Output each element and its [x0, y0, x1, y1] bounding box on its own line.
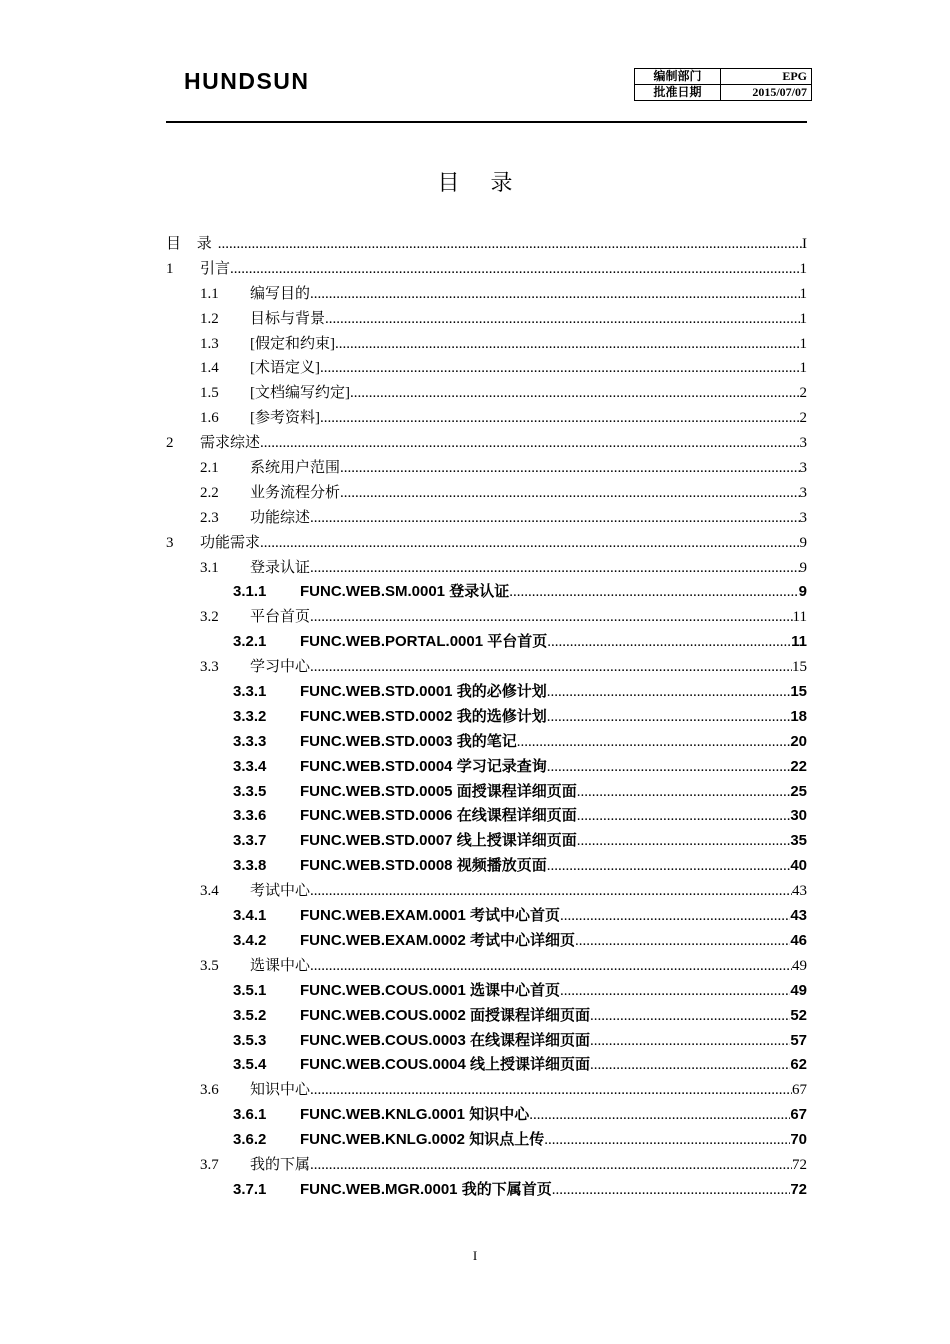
toc-entry-label: FUNC.WEB.MGR.0001 我的下属首页	[300, 1180, 552, 1198]
toc-entry-label: FUNC.WEB.PORTAL.0001 平台首页	[300, 633, 548, 651]
toc-entry[interactable]	[166, 680, 807, 705]
toc-entry-label: 登录认证	[250, 559, 311, 576]
toc-entry-page: 43	[792, 883, 807, 900]
toc-leader-dots	[218, 232, 802, 257]
toc-entry[interactable]	[166, 506, 807, 531]
toc-entry[interactable]	[166, 1078, 807, 1103]
toc-entry[interactable]	[166, 730, 807, 755]
toc-entry[interactable]	[166, 381, 807, 406]
toc-entry[interactable]	[166, 282, 807, 307]
toc-entry-page: 40	[790, 857, 807, 875]
toc-leader-dots	[590, 1004, 790, 1029]
toc-entry[interactable]	[166, 580, 807, 605]
page-title: 目 录	[437, 171, 525, 196]
toc-entry[interactable]	[166, 1053, 807, 1078]
toc-entry-page: 35	[790, 832, 807, 850]
toc-entry-page: 25	[790, 782, 807, 800]
toc-leader-dots	[320, 406, 800, 431]
toc-entry-label: 知识中心	[250, 1082, 311, 1099]
toc-entry-number: 3.3.3	[233, 732, 267, 750]
toc-leader-dots	[320, 356, 800, 381]
toc-entry-number: 3.3.1	[233, 683, 267, 701]
toc-entry-number: 3.1.1	[233, 583, 267, 601]
toc-entry-label: FUNC.WEB.COUS.0002 面授课程详细页面	[300, 1006, 591, 1024]
toc-entry-page: 46	[790, 931, 807, 949]
toc-entry-label: FUNC.WEB.SM.0001 登录认证	[300, 583, 510, 601]
toc-entry-number: 1.5	[200, 385, 219, 402]
toc-entry-page: 11	[791, 633, 807, 651]
toc-leader-dots	[335, 332, 800, 357]
toc-entry-number: 3.5.3	[233, 1031, 267, 1049]
toc-entry-page: 3	[799, 509, 807, 526]
toc-entry[interactable]	[166, 257, 807, 282]
toc-entry[interactable]	[166, 755, 807, 780]
toc-entry-label: FUNC.WEB.STD.0008 视频播放页面	[300, 857, 547, 875]
toc-entry-number: 3.6	[200, 1082, 219, 1099]
toc-entry-label: FUNC.WEB.STD.0002 我的选修计划	[300, 707, 547, 725]
toc-entry-number: 1.3	[200, 335, 219, 352]
toc-leader-dots	[310, 954, 792, 979]
toc-entry-number: 3.4.1	[233, 907, 267, 925]
toc-entry-number: 2.3	[200, 509, 219, 526]
toc-entry[interactable]	[166, 954, 807, 979]
toc-entry-number: 3.6.2	[233, 1131, 267, 1149]
toc-entry[interactable]	[166, 829, 807, 854]
toc-leader-dots	[230, 257, 799, 282]
toc-leader-dots	[310, 556, 799, 581]
toc-entry-label: FUNC.WEB.KNLG.0002 知识点上传	[300, 1131, 545, 1149]
date-value: 2015/07/07	[721, 85, 812, 101]
document-meta-table	[634, 68, 812, 101]
toc-entry-number: 2.2	[200, 484, 219, 501]
toc-entry[interactable]	[166, 531, 807, 556]
toc-entry[interactable]	[166, 406, 807, 431]
toc-entry-number: 2.1	[200, 460, 219, 477]
toc-entry-label: [文档编写约定]	[250, 385, 350, 402]
toc-entry-label: 平台首页	[250, 609, 311, 626]
toc-entry[interactable]	[166, 332, 807, 357]
toc-entry[interactable]	[166, 481, 807, 506]
meta-row-date	[635, 85, 812, 101]
toc-leader-dots	[310, 655, 792, 680]
toc-leader-dots	[577, 829, 791, 854]
toc-entry-page: I	[802, 236, 807, 252]
toc-entry-label: 目 录	[166, 236, 218, 252]
toc-entry-label: [参考资料]	[250, 410, 320, 427]
toc-leader-dots	[547, 630, 791, 655]
toc-leader-dots	[509, 580, 798, 605]
toc-entry[interactable]	[166, 929, 807, 954]
toc-leader-dots	[517, 730, 791, 755]
toc-entry-page: 9	[799, 559, 807, 576]
toc-entry-page: 43	[790, 907, 807, 925]
toc-entry-label: 需求综述	[200, 435, 261, 452]
toc-entry-label: 学习中心	[250, 659, 311, 676]
toc-entry-page: 67	[790, 1106, 807, 1124]
toc-entry-label: 功能需求	[200, 534, 261, 551]
toc-entry-number: 2	[166, 435, 174, 452]
toc-entry-label: [假定和约束]	[250, 335, 335, 352]
toc-entry-number: 3.7	[200, 1156, 219, 1173]
toc-entry-number: 3.3.4	[233, 757, 267, 775]
toc-entry-number: 3.3.7	[233, 832, 267, 850]
toc-entry-page: 1	[799, 285, 807, 302]
toc-entry-number: 3	[166, 534, 174, 551]
toc-entry-number: 3.3	[200, 659, 219, 676]
toc-leader-dots	[560, 904, 790, 929]
toc-entry-page: 2	[799, 385, 807, 402]
toc-entry-page: 67	[792, 1082, 807, 1099]
toc-entry-page: 1	[799, 335, 807, 352]
toc-entry-number: 3.3.6	[233, 807, 267, 825]
toc-entry[interactable]	[166, 879, 807, 904]
toc-entry-page: 1	[799, 360, 807, 377]
toc-entry-number: 3.4.2	[233, 931, 267, 949]
toc-entry-page: 9	[799, 534, 807, 551]
toc-leader-dots	[547, 755, 791, 780]
toc-entry-label: FUNC.WEB.STD.0003 我的笔记	[300, 732, 517, 750]
toc-leader-dots	[547, 854, 791, 879]
toc-entry[interactable]	[166, 1004, 807, 1029]
toc-leader-dots	[560, 979, 790, 1004]
toc-entry-page: 30	[790, 807, 807, 825]
toc-entry-page: 20	[790, 732, 807, 750]
toc-entry-label: FUNC.WEB.COUS.0003 在线课程详细页面	[300, 1031, 591, 1049]
meta-row-dept	[635, 69, 812, 85]
toc-leader-dots	[350, 381, 800, 406]
toc-entry-page: 3	[799, 460, 807, 477]
toc-entry[interactable]	[166, 1128, 807, 1153]
toc-entry-label: FUNC.WEB.COUS.0001 选课中心首页	[300, 981, 561, 999]
toc-entry-number: 3.5.2	[233, 1006, 267, 1024]
toc-entry-page: 72	[790, 1180, 807, 1198]
toc-entry-number: 3.5.4	[233, 1056, 267, 1074]
toc-entry-page: 9	[798, 583, 807, 601]
toc-entry[interactable]	[166, 1029, 807, 1054]
toc-entry[interactable]	[166, 431, 807, 456]
toc-entry[interactable]	[166, 904, 807, 929]
toc-leader-dots	[590, 1029, 790, 1054]
toc-entry-label: FUNC.WEB.EXAM.0002 考试中心详细页	[300, 931, 576, 949]
toc-entry-label: 系统用户范围	[250, 460, 341, 477]
toc-entry-page: 72	[792, 1156, 807, 1173]
toc-entry-number: 1	[166, 260, 174, 277]
toc-entry-number: 3.5	[200, 957, 219, 974]
toc-entry-label: FUNC.WEB.STD.0006 在线课程详细页面	[300, 807, 577, 825]
toc-entry-label: 业务流程分析	[250, 484, 341, 501]
toc-entry-page: 3	[799, 484, 807, 501]
toc-entry-number: 3.1	[200, 559, 219, 576]
toc-entry[interactable]	[166, 854, 807, 879]
toc-entry[interactable]	[166, 456, 807, 481]
toc-entry-label: 选课中心	[250, 957, 311, 974]
toc-entry-page: 70	[790, 1131, 807, 1149]
toc-entry[interactable]	[166, 1103, 807, 1128]
toc-entry-label: 目标与背景	[250, 310, 326, 327]
toc-entry-number: 1.1	[200, 285, 219, 302]
toc-entry-label: [术语定义]	[250, 360, 320, 377]
toc-entry[interactable]	[166, 630, 807, 655]
toc-leader-dots	[340, 456, 799, 481]
toc-entry[interactable]	[166, 655, 807, 680]
toc-entry-page: 2	[799, 410, 807, 427]
toc-entry-number: 3.4	[200, 883, 219, 900]
toc-entry-page: 62	[790, 1056, 807, 1074]
toc-entry-page: 15	[792, 659, 807, 676]
toc-entry-label: 功能综述	[250, 509, 311, 526]
toc-leader-dots	[590, 1053, 790, 1078]
toc-entry-label: 引言	[200, 260, 231, 277]
toc-leader-dots	[310, 1153, 792, 1178]
toc-entry-page: 49	[790, 981, 807, 999]
toc-entry-page: 57	[790, 1031, 807, 1049]
toc-entry-number: 3.3.2	[233, 707, 267, 725]
toc-entry[interactable]	[166, 356, 807, 381]
toc-leader-dots	[340, 481, 799, 506]
toc-entry[interactable]	[166, 804, 807, 829]
toc-entry[interactable]	[166, 232, 807, 257]
toc-entry-number: 3.6.1	[233, 1106, 267, 1124]
toc-entry-page: 1	[799, 260, 807, 277]
toc-entry-label: FUNC.WEB.KNLG.0001 知识中心	[300, 1106, 530, 1124]
toc-entry-page: 3	[799, 435, 807, 452]
toc-entry[interactable]	[166, 979, 807, 1004]
toc-entry[interactable]	[166, 1153, 807, 1178]
table-of-contents	[166, 232, 807, 1203]
toc-leader-dots	[310, 605, 793, 630]
toc-entry-label: FUNC.WEB.STD.0004 学习记录查询	[300, 757, 547, 775]
toc-entry-number: 3.2.1	[233, 633, 267, 651]
toc-entry[interactable]	[166, 307, 807, 332]
toc-entry[interactable]	[166, 556, 807, 581]
toc-leader-dots	[544, 1128, 790, 1153]
toc-leader-dots	[310, 879, 792, 904]
toc-leader-dots	[310, 506, 799, 531]
toc-entry-number: 1.2	[200, 310, 219, 327]
toc-leader-dots	[260, 531, 799, 556]
toc-leader-dots	[547, 705, 791, 730]
toc-entry[interactable]	[166, 605, 807, 630]
toc-entry[interactable]	[166, 780, 807, 805]
toc-entry-number: 1.4	[200, 360, 219, 377]
toc-entry-number: 3.5.1	[233, 981, 267, 999]
toc-entry-label: FUNC.WEB.STD.0007 线上授课详细页面	[300, 832, 577, 850]
toc-leader-dots	[577, 780, 791, 805]
toc-entry-label: 考试中心	[250, 883, 311, 900]
toc-entry-page: 52	[790, 1006, 807, 1024]
toc-leader-dots	[325, 307, 799, 332]
toc-entry-label: FUNC.WEB.STD.0001 我的必修计划	[300, 683, 547, 701]
date-label: 批准日期	[635, 85, 721, 101]
toc-leader-dots	[552, 1178, 791, 1203]
toc-entry-label: 我的下属	[250, 1156, 311, 1173]
footer-page-number: I	[472, 1248, 478, 1263]
toc-entry-label: FUNC.WEB.EXAM.0001 考试中心首页	[300, 907, 561, 925]
toc-leader-dots	[575, 929, 790, 954]
toc-entry-label: 编写目的	[250, 285, 311, 302]
toc-leader-dots	[310, 282, 799, 307]
toc-leader-dots	[260, 431, 799, 456]
toc-entry-page: 15	[790, 683, 807, 701]
dept-value: EPG	[721, 69, 812, 85]
toc-entry-number: 3.3.8	[233, 857, 267, 875]
toc-entry-label: FUNC.WEB.COUS.0004 线上授课详细页面	[300, 1056, 591, 1074]
toc-entry[interactable]	[166, 1178, 807, 1203]
toc-leader-dots	[577, 804, 791, 829]
toc-entry-page: 1	[799, 310, 807, 327]
toc-leader-dots	[529, 1103, 790, 1128]
toc-entry-page: 18	[790, 707, 807, 725]
toc-entry-label: FUNC.WEB.STD.0005 面授课程详细页面	[300, 782, 577, 800]
dept-label: 编制部门	[635, 69, 721, 85]
toc-leader-dots	[310, 1078, 792, 1103]
toc-entry-number: 3.7.1	[233, 1180, 267, 1198]
toc-entry-page: 49	[792, 957, 807, 974]
toc-entry-number: 3.3.5	[233, 782, 267, 800]
header-divider	[166, 121, 807, 123]
toc-entry-page: 11	[792, 609, 807, 626]
toc-leader-dots	[547, 680, 791, 705]
toc-entry[interactable]	[166, 705, 807, 730]
company-logo: HUNDSUN	[184, 68, 310, 94]
toc-entry-number: 1.6	[200, 410, 219, 427]
toc-entry-number: 3.2	[200, 609, 219, 626]
toc-entry-page: 22	[790, 757, 807, 775]
